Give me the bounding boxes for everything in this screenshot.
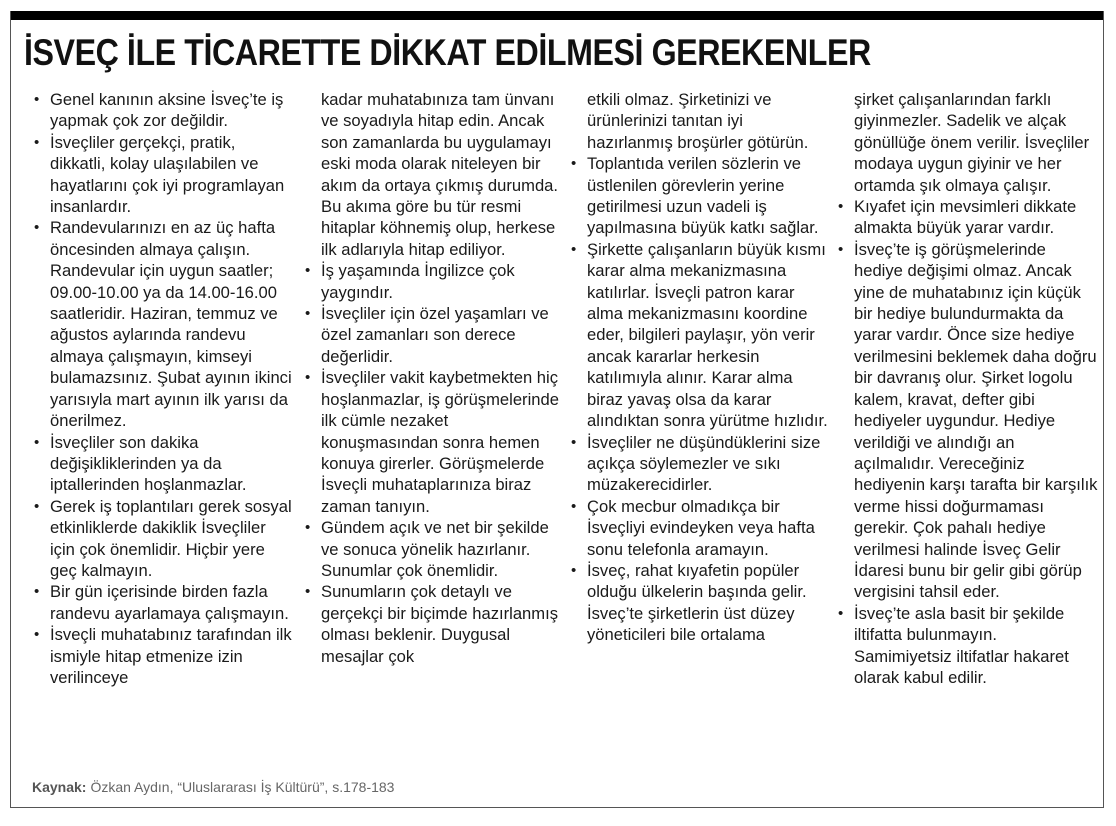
source-text: Özkan Aydın, “Uluslararası İş Kültürü”, s.178-183 <box>90 779 395 795</box>
list-item: • İsveçliler ne düşündüklerini size açıkça söylemezler ve sıkı müzakerecidirler. <box>569 432 831 496</box>
bullet-list <box>32 89 294 688</box>
source-citation <box>32 779 394 795</box>
bullet-list <box>569 153 831 645</box>
continued-text: kadar muhatabınıza tam ünvanı ve soyadıyla hitap edin. Ancak son zamanlarda bu uygulamayı eski moda olarak niteleyen bir akım da ortaya çıkmış durumda. Bu akıma göre bu tür resmi hitaplar köhnemiş olup, herkese ilk adlarıyla hitap ediliyor. <box>321 90 559 259</box>
article-title: İSVEÇ İLE TİCARETTE DİKKAT EDİLMESİ GEREKENLER <box>24 32 871 73</box>
column-4 <box>836 89 1098 688</box>
list-item: • Çok mecbur olmadıkça bir İsveçliyi evindeyken veya hafta sonu telefonla aramayın. <box>569 496 831 560</box>
list-item: • Randevularınızı en az üç hafta öncesinden almaya çalışın. Randevular için uygun saatler; 09.00-10.00 ya da 14.00-16.00 saatleridir. Haziran, temmuz ve ağustos aylarında randevu almaya çalışmayın, kimseyi bulamazsınız. Şubat ayının ikinci yarısıyla mart ayının ilk yarısı da önerilmez. <box>32 217 294 431</box>
list-item: • Bir gün içerisinde birden fazla randevu ayarlamaya çalışmayın. <box>32 581 294 624</box>
list-item: • İsveçliler için özel yaşamları ve özel zamanları son derece değerlidir. <box>303 303 565 367</box>
list-item: • Gündem açık ve net bir şekilde ve sonuca yönelik hazırlanır. Sunumlar çok önemlidir. <box>303 517 565 581</box>
column-3 <box>569 89 831 646</box>
list-item: • İş yaşamında İngilizce çok yaygındır. <box>303 260 565 303</box>
list-item: • Şirkette çalışanların büyük kısmı karar alma mekanizmasına katılırlar. İsveçli patron karar alma mekanizmasını koordine eder, bilgileri paylaşır, yön verir ancak kararlar herkesin katılımıyla alınır. Karar alma biraz yavaş olsa da karar alındıktan sonra yürütme hızlıdır. <box>569 239 831 432</box>
list-item: • İsveçliler vakit kaybetmekten hiç hoşlanmazlar, iş görüşmelerinde ilk cümle nezaket konuşmasından sonra hemen konuya girerler. Görüşmelerde İsveçli muhataplarınıza biraz zaman tanıyın. <box>303 367 565 517</box>
continued-text: etkili olmaz. Şirketinizi ve ürünlerinizi tanıtan iyi hazırlanmış broşürler götürün. <box>587 90 809 152</box>
bullet-list <box>303 260 565 667</box>
column-2 <box>303 89 565 667</box>
continued-text: şirket çalışanlarından farklı giyinmezler. Sadelik ve alçak gönüllüğe önem verilir. İsveçliler modaya uygun giyinir ve her ortamda şık olmaya çalışır. <box>854 90 1090 195</box>
list-item: • İsveç’te iş görüşmelerinde hediye değişimi olmaz. Ancak yine de muhatabınız için küçük bir hediye bulundurmakta da yarar vardır. Önce size hediye verilmesini beklemek daha doğru bir davranış olur. Şirket logolu kalem, kravat, defter gibi hediyeler uygundur. Hediye verildiği ve alındığı an açılmalıdır. Vereceğiniz hediyenin karşı tarafta bir karşılık verme hissi doğurmaması gerekir. Çok pahalı hediye verilmesi halinde İsveç Gelir İdaresi bunu bir gelir gibi görüp vergisini tahsil eder. <box>836 239 1098 603</box>
list-item: • İsveç, rahat kıyafetin popüler olduğu ülkelerin başında gelir. İsveç’te şirketlerin üst düzey yöneticileri bile ortalama <box>569 560 831 646</box>
list-item: • İsveçliler son dakika değişikliklerinden ya da iptallerinden hoşlanmazlar. <box>32 432 294 496</box>
bullet-list <box>836 196 1098 688</box>
column-1 <box>32 89 294 688</box>
list-item: • Gerek iş toplantıları gerek sosyal etkinliklerde dakiklik İsveçliler için çok önemlidir. Hiçbir yere geç kalmayın. <box>32 496 294 582</box>
list-item: • İsveç’te asla basit bir şekilde iltifatta bulunmayın. Samimiyetsiz iltifatlar hakaret olarak kabul edilir. <box>836 603 1098 689</box>
list-item: • Genel kanının aksine İsveç’te iş yapmak çok zor değildir. <box>32 89 294 132</box>
list-item: • Kıyafet için mevsimleri dikkate almakta büyük yarar vardır. <box>836 196 1098 239</box>
list-item: • Toplantıda verilen sözlerin ve üstlenilen görevlerin yerine getirilmesi uzun vadeli iş yapılmasına büyük katkı sağlar. <box>569 153 831 239</box>
list-item: • Sunumların çok detaylı ve gerçekçi bir biçimde hazırlanmış olması beklenir. Duygusal mesajlar çok <box>303 581 565 667</box>
source-label: Kaynak: <box>32 779 87 795</box>
list-item: • İsveçli muhatabınız tarafından ilk ismiyle hitap etmenize izin verilinceye <box>32 624 294 688</box>
list-item: • İsveçliler gerçekçi, pratik, dikkatli, kolay ulaşılabilen ve hayatlarını çok iyi programlayan insanlardır. <box>32 132 294 218</box>
